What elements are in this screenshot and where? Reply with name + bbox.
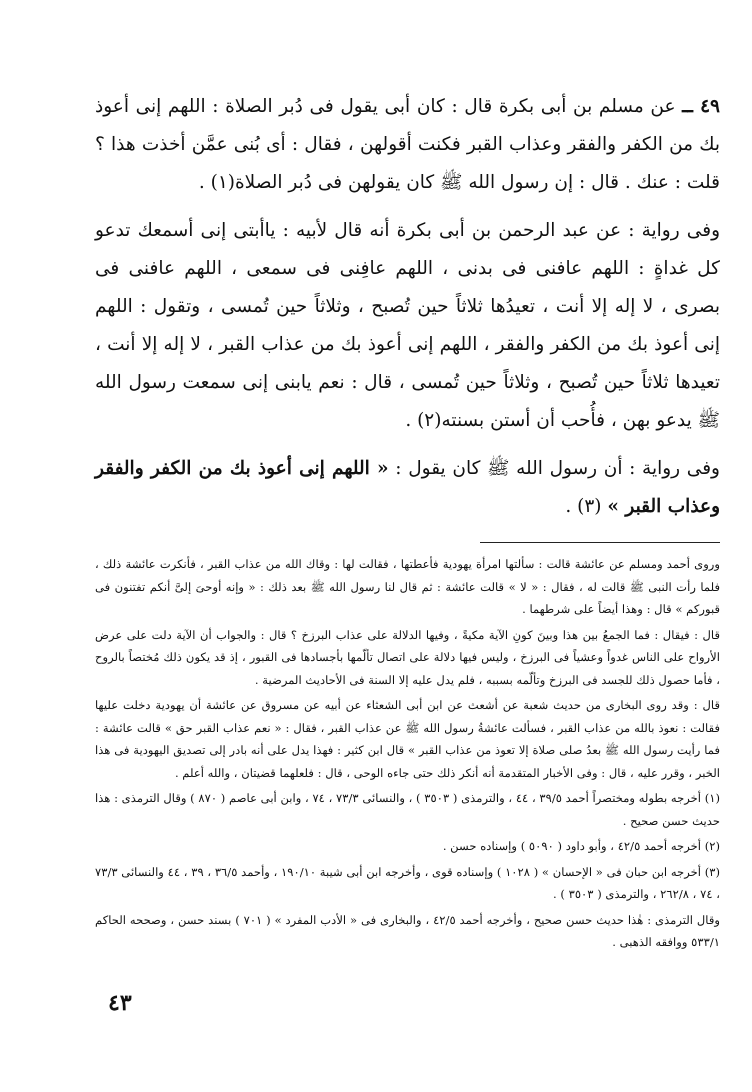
narration-3-footnote-ref: (٣) . <box>565 496 602 517</box>
hadith-text: عن مسلم بن أبى بكرة قال : كان أبى يقول فى دُبر الصلاة : اللهم إنى أعوذ بك من الكفر والفقر وعذاب القبر فكنت أقولهن ، فقال : أى بُنى عمَّن أخذت هذا ؟ قلت : عنك . قال : إن رسول الله ﷺ كان يقولهن فى دُبر الصلاة(١) . <box>95 96 720 193</box>
footnote-3-continued: وقال الترمذى : هٰذا حديث حسن صحيح ، وأخرجه أحمد ٤٢/٥ ، والبخارى فى « الأدب المفرد » ( ٧٠١ ) بسند حسن ، وصححه الحاكم ٥٣٣/١ ووافقه الذهبى . <box>95 912 720 949</box>
footnote-1: (١) أخرجه بطوله ومختصراً أحمد ٣٩/٥ ، ٤٤ ، والترمذى ( ٣٥٠٣ ) ، والنسائى ٧٣/٣ ، ٧٤ ، وابن أبى عاصم ( ٨٧٠ ) وقال الترمذى : هذا حديث حسن صحيح . <box>94 791 720 828</box>
note-paragraph-2: قال : فيقال : فما الجمعُ بين هذا وبينَ كونِ الآية مكيةً ، وفيها الدلالة على عذاب البرزخ ؟ قال : والجواب أن الآية دلت على عرض الأرواح على الناس غدواً وعشياً فى البرزخ ، وليس فيها دلالة على اتصال تألّمها بأجسادها فى القبور ، إذ قد يكون ذلك مُختصاً بالروح ، فأما حصول ذلك للجسد فى البرزخ وتألّمه بسببه ، فلم يدل عليه إلا السنة فى الأحاديث المرضية . <box>95 627 720 687</box>
note-paragraph-1: وروى أحمد ومسلم عن عائشة قالت : سألتها امرأة يهودية فأعطتها ، فقالت لها : وقاك الله من عذاب القبر ، فأنكرت عائشة ذلك ، فلما رأت النبى ﷺ قالت له ، فقال : « لا » قالت عائشة : ثم قال لنا رسول الله ﷺ بعد ذلك : « وإنه أوحىَ إلىَّ أنكم تفتنون فى قبوركم » قال : وهذا أيضاً على شرطهما . <box>95 557 720 616</box>
footnote-3: (٣) أخرجه ابن حبان فى « الإحسان » ( ١٠٢٨ ) وإسناده قوى ، وأخرجه ابن أبى شيبة ١٩٠/١٠ ، وأحمد ٣٦/٥ ، ٣٩ ، ٤٤ والنسائى ٧٣/٣ ، ٧٤ ، ٢٦٢/٨ ، والترمذى ( ٣٥٠٣ ) . <box>95 864 720 901</box>
hadith-number: ٤٩ ــ <box>682 96 720 117</box>
hadith-49-paragraph <box>95 88 720 202</box>
footnote-2: (٢) أخرجه أحمد ٤٢/٥ ، وأبو داود ( ٥٠٩٠ ) وإسناده حسن . <box>442 839 720 853</box>
narration-3-paragraph <box>95 450 720 526</box>
footnotes <box>95 553 720 954</box>
narration-2-paragraph: وفى رواية : عن عبد الرحمن بن أبى بكرة أنه قال لأبيه : ياأبتى إنى أسمعك تدعو كل غداةٍ : اللهم عافنى فى بدنى ، اللهم عافِنى فى سمعى ، اللهم عافنى فى بصرى ، لا إله إلا أنت ، تعيدُها ثلاثاً حين تُصبح ، وثلاثاً حين تُمسى ، وتقول : اللهم إنى أعوذ بك من الكفر والفقر ، اللهم إنى أعوذ بك من عذاب القبر ، لا إله إلا أنت ، تعيدها ثلاثاً حين تُصبح ، وثلاثاً حين تُمسى ، قال : نعم يابنى إنى سمعت رسول الله ﷺ يدعو بهن ، فأُحب أن أستن بسنته(٢) . <box>95 220 720 431</box>
book-page <box>95 88 720 954</box>
footnote-divider <box>480 542 720 543</box>
narration-3-intro: وفى رواية : أن رسول الله ﷺ كان يقول : <box>395 458 720 479</box>
narration-3-supplication: « اللهم إنى أعوذ بك من الكفر والفقر وعذاب القبر » <box>95 458 720 517</box>
main-text <box>95 88 720 526</box>
page-number: ٤٣ <box>108 990 132 1016</box>
note-paragraph-3: قال : وقد روى البخارى من حديث شعبة عن أشعث عن ابن أبى الشعثاء عن أبيه عن مسروق عن عائشة أن يهودية دخلت عليها فقالت : نعوذ بالله من عذاب القبر ، فسألت عائشةُ رسول الله ﷺ عن عذاب القبر ، فقال : « نعم عذاب القبر حق » قالت عائشة : فما رأيت رسول الله ﷺ بعدُ صلى صلاة إلا تعوذ من عذاب القبر » قال ابن كثير : فهذا يدل على أنه بادر إلى تصديق اليهودية فى هذا الخبر ، وقرر عليه ، قال : وفى الأخبار المتقدمة أنه أنكر ذلك حتى جاءه الوحى ، قال : فلعلهما قضيتان ، والله أعلم . <box>95 698 720 780</box>
